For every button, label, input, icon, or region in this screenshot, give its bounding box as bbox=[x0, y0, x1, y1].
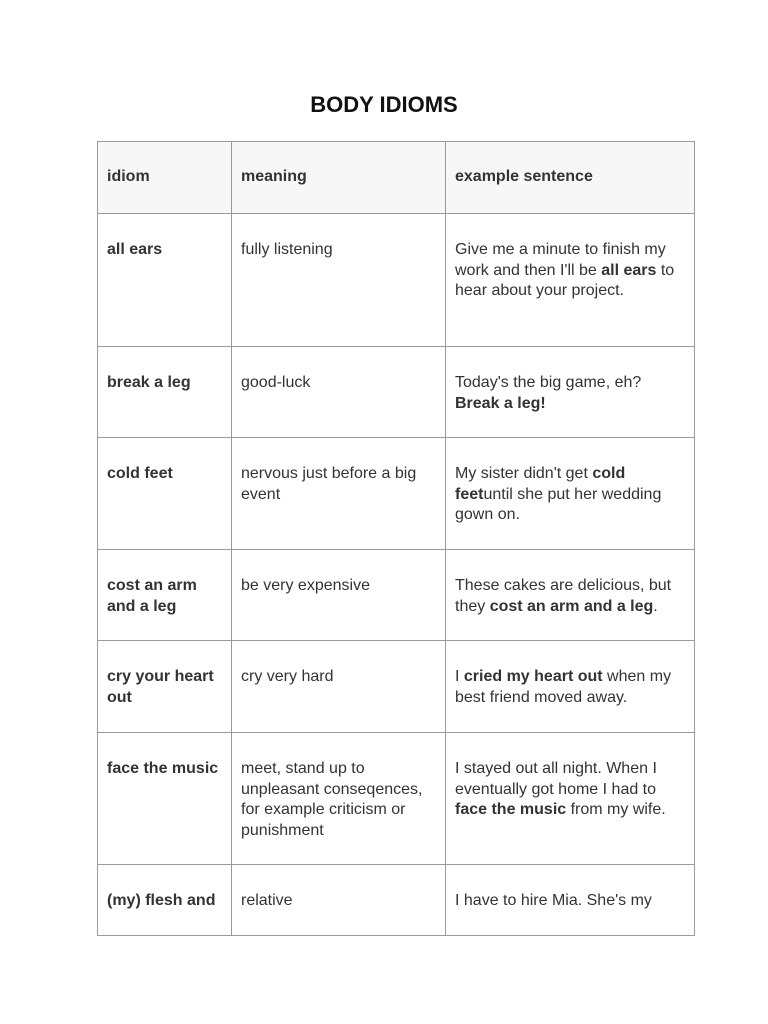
example-text: Give me a minute to finish my work and then I'll be bbox=[455, 241, 666, 279]
example-text: . bbox=[653, 597, 658, 615]
idiom-cell: break a leg bbox=[98, 347, 232, 438]
example-idiom-highlight: all ears bbox=[601, 261, 657, 279]
table-row bbox=[98, 214, 695, 347]
table-header-row bbox=[98, 142, 695, 214]
example-cell bbox=[446, 214, 695, 347]
example-idiom-highlight: Break a leg! bbox=[455, 394, 546, 412]
example-text: to hear about your project. bbox=[455, 261, 675, 299]
idioms-table bbox=[97, 141, 695, 936]
idiom-cell: cost an arm and a leg bbox=[98, 550, 232, 641]
table-row bbox=[98, 438, 695, 550]
example-text: I stayed out all night. When I eventually got home I had to bbox=[455, 760, 657, 798]
example-text: until she put her wedding gown on. bbox=[455, 485, 662, 523]
idiom-cell: all ears bbox=[98, 214, 232, 347]
example-text: Today's the big game, eh? bbox=[455, 374, 642, 391]
meaning-cell: cry very hard bbox=[232, 641, 446, 733]
example-text: These cakes are delicious, but they bbox=[455, 577, 672, 615]
meaning-cell: good-luck bbox=[232, 347, 446, 438]
example-cell bbox=[446, 865, 695, 936]
header-idiom: idiom bbox=[98, 142, 232, 214]
idiom-cell: (my) flesh and bbox=[98, 865, 232, 936]
table-row bbox=[98, 550, 695, 641]
idiom-cell: cry your heart out bbox=[98, 641, 232, 733]
idiom-cell: cold feet bbox=[98, 438, 232, 550]
example-text: I have to hire Mia. She's my bbox=[455, 892, 652, 909]
table-row bbox=[98, 347, 695, 438]
table-row bbox=[98, 641, 695, 733]
example-cell bbox=[446, 347, 695, 438]
meaning-cell: meet, stand up to unpleasant conseqences, for example criticism or punishment bbox=[232, 733, 446, 865]
example-text: I bbox=[455, 668, 464, 685]
example-cell bbox=[446, 641, 695, 733]
idiom-cell: face the music bbox=[98, 733, 232, 865]
example-idiom-highlight: cried my heart out bbox=[463, 668, 603, 685]
meaning-cell: nervous just before a big event bbox=[232, 438, 446, 550]
example-text: My sister didn't get bbox=[455, 465, 593, 482]
example-cell bbox=[446, 438, 695, 550]
meaning-cell: fully listening bbox=[232, 214, 446, 347]
example-text: from my wife. bbox=[566, 801, 666, 818]
example-idiom-highlight: face the music bbox=[455, 801, 567, 818]
example-text: when my best friend moved away. bbox=[455, 668, 672, 706]
meaning-cell: relative bbox=[232, 865, 446, 936]
page-title: BODY IDIOMS bbox=[310, 92, 458, 117]
header-example: example sentence bbox=[446, 142, 695, 214]
meaning-cell: be very expensive bbox=[232, 550, 446, 641]
table-row bbox=[98, 865, 695, 936]
example-cell bbox=[446, 733, 695, 865]
example-idiom-highlight: cold feet bbox=[455, 465, 626, 503]
example-idiom-highlight: cost an arm and a leg bbox=[489, 597, 654, 615]
header-meaning: meaning bbox=[232, 142, 446, 214]
table-row bbox=[98, 733, 695, 865]
example-cell bbox=[446, 550, 695, 641]
